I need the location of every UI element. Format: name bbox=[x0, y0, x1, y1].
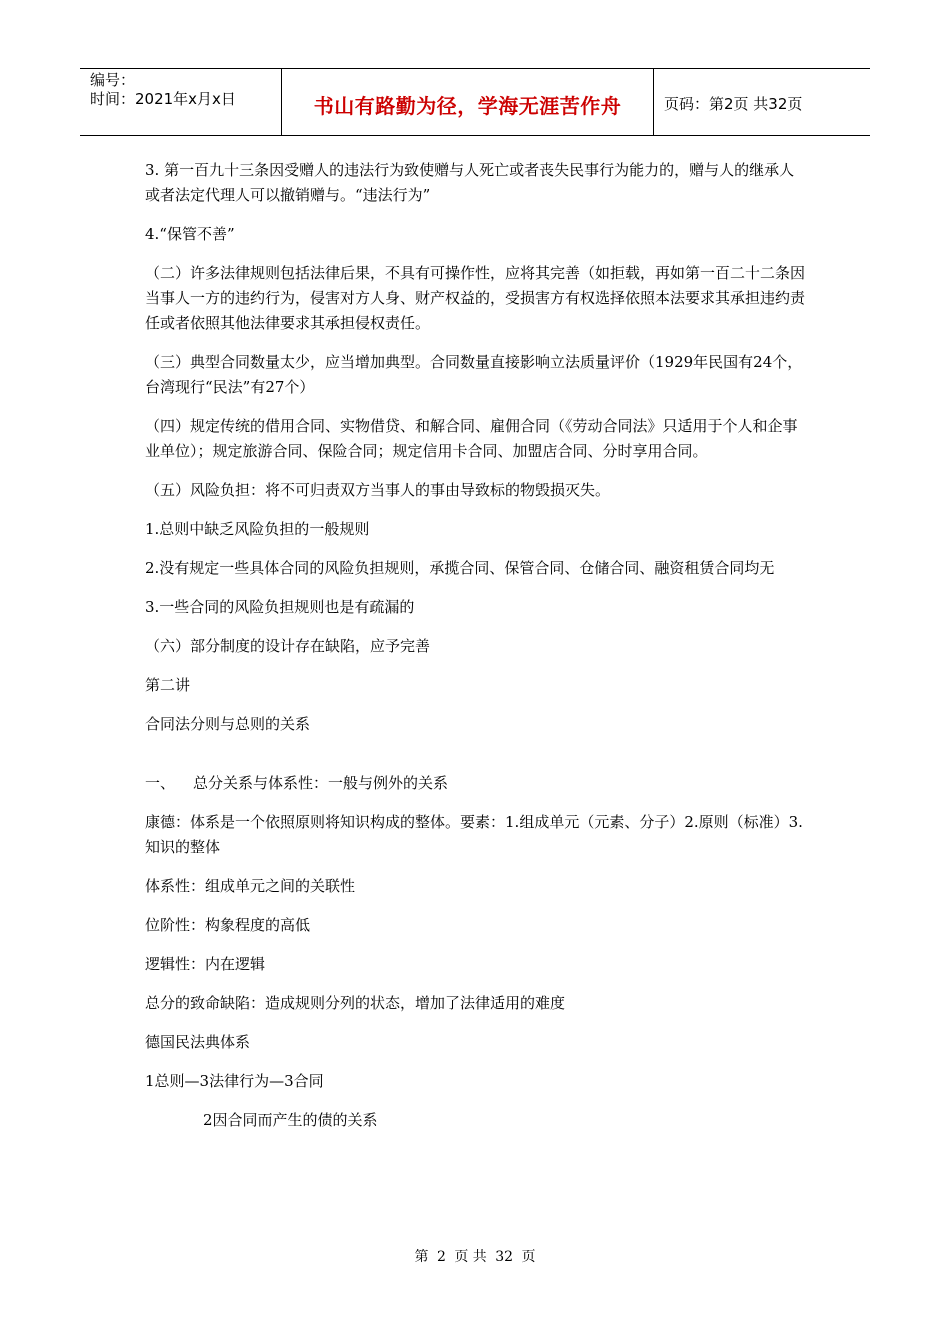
paragraph: （三）典型合同数量太少，应当增加典型。合同数量直接影响立法质量评价（1929年民国有24个，台湾现行“民法”有27个） bbox=[145, 353, 803, 396]
paragraph: （四）规定传统的借用合同、实物借贷、和解合同、雇佣合同（《劳动合同法》只适用于个人和企事业单位）；规定旅游合同、保险合同；规定信用卡合同、加盟店合同、分时享用合同。 bbox=[145, 417, 798, 460]
paragraph: 德国民法典体系 bbox=[145, 1033, 251, 1051]
paragraph: 总分的致命缺陷：造成规则分列的状态，增加了法律适用的难度 bbox=[145, 994, 566, 1012]
header-time-label: 时间：2021年x月x日 bbox=[90, 90, 236, 108]
header-number-label: 编号： bbox=[90, 71, 136, 89]
document-body bbox=[145, 158, 805, 1147]
footer-suffix: 页 bbox=[521, 1249, 536, 1265]
paragraph: 4.“保管不善” bbox=[145, 225, 235, 243]
paragraph: 3.一些合同的风险负担规则也是有疏漏的 bbox=[145, 598, 415, 616]
paragraph: 2.没有规定一些具体合同的风险负担规则，承揽合同、保管合同、仓储合同、融资租赁合同均无 bbox=[145, 559, 775, 577]
indented-paragraph: 2因合同而产生的债的关系 bbox=[203, 1111, 378, 1129]
paragraph: 位阶性：构象程度的高低 bbox=[145, 916, 311, 934]
footer-total-pages: 32 bbox=[495, 1249, 514, 1265]
footer-prefix: 第 bbox=[414, 1249, 429, 1265]
section-number: 一、 bbox=[145, 774, 176, 792]
lecture-heading: 第二讲 bbox=[145, 676, 191, 694]
page-header bbox=[80, 68, 870, 136]
paragraph: （五）风险负担：将不可归责双方当事人的事由导致标的物毁损灭失。 bbox=[145, 481, 611, 499]
header-meta bbox=[90, 71, 236, 109]
lecture-title: 合同法分则与总则的关系 bbox=[145, 715, 311, 733]
paragraph: 3. 第一百九十三条因受赠人的违法行为致使赠与人死亡或者丧失民事行为能力的，赠与人的继承人或者法定代理人可以撤销赠与。“违法行为” bbox=[145, 161, 795, 204]
paragraph: 逻辑性：内在逻辑 bbox=[145, 955, 266, 973]
paragraph: （六）部分制度的设计存在缺陷，应予完善 bbox=[145, 637, 431, 655]
page-footer bbox=[0, 1246, 950, 1266]
section-heading bbox=[145, 771, 805, 796]
paragraph: （二）许多法律规则包括法律后果，不具有可操作性，应将其完善（如拒载，再如第一百二十二条因当事人一方的违约行为，侵害对方人身、财产权益的，受损害方有权选择依照本法要求其承担违约责任或者依照其他法律要求其承担侵权责任。 bbox=[145, 264, 806, 332]
paragraph: 康德：体系是一个依照原则将知识构成的整体。要素：1.组成单元（元素、分子）2.原则（标准）3.知识的整体 bbox=[145, 813, 803, 856]
footer-middle: 页 共 bbox=[454, 1249, 487, 1265]
header-motto: 书山有路勤为径，学海无涯苦作舟 bbox=[313, 94, 622, 118]
paragraph: 1.总则中缺乏风险负担的一般规则 bbox=[145, 520, 370, 538]
header-divider-right bbox=[653, 69, 654, 135]
footer-current-page: 2 bbox=[436, 1249, 446, 1265]
paragraph: 体系性：组成单元之间的关联性 bbox=[145, 877, 356, 895]
paragraph: 1总则—3法律行为—3合同 bbox=[145, 1072, 324, 1090]
section-title: 总分关系与体系性：一般与例外的关系 bbox=[193, 774, 449, 792]
header-page-info: 页码：第2页 共32页 bbox=[664, 95, 803, 113]
